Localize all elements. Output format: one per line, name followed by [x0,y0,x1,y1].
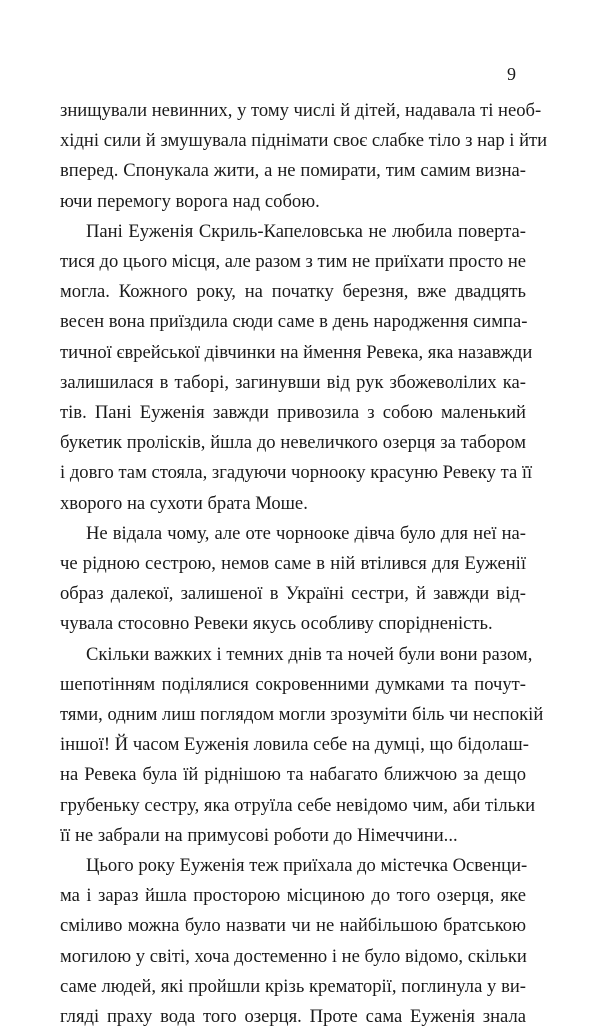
text-line: і довго там стояла, згадуючи чорнооку красуню Ревеку та її [60,462,533,484]
paragraph [60,640,544,851]
text-line: образ далекої, залишеної в Україні сестри, й завжди від- [60,583,526,605]
text-line: її не забрали на примусові роботи до Німеччини... [60,824,458,846]
text-line: Пані Еуженія Скриль-Капеловська не любила поверта- [86,220,526,242]
text-line: шепотінням поділялися сокровенними думками та почут- [60,673,526,695]
text-line: вперед. Спонукала жити, а не помирати, тим самим визна- [60,160,526,182]
text-line: ючи перемогу ворога над собою. [60,190,320,212]
text-line: букетик пролісків, йшла до невеличкого озерця за табором [60,432,526,454]
text-line: хворого на сухоти брата Моше. [60,492,308,514]
body-text [60,96,548,1032]
text-line: саме людей, які пройшли крізь крематорії, поглинула у ви- [60,975,526,997]
text-line: могилою у світі, хоча достеменно і не було відомо, скільки [60,945,527,967]
text-line: Не відала чому, але оте чорнооке дівча було для неї на- [86,522,526,544]
text-line: іншої! Й часом Еуженія ловила себе на думці, що бідолаш- [60,734,529,756]
text-line: хідні сили й змушувала піднімати своє слабке тіло з нар і йти [60,130,548,152]
text-line: че рідною сестрою, немов саме в ній втілився для Еуженії [60,553,526,575]
paragraph [60,96,548,217]
text-line: гляді праху вода того озерця. Проте сама Еуженія знала [60,1006,526,1028]
text-line: сміливо можна було назвати чи не найбільшою братською [60,915,526,937]
text-line: грубеньку сестру, яка отруїла себе невідомо чим, аби тільки [60,794,536,816]
text-line: тів. Пані Еуженія завжди привозила з собою маленький [60,402,526,424]
paragraph [60,519,526,640]
paragraph [60,217,533,519]
text-line: залишилася в таборі, загинувши від рук збожеволілих ка- [60,371,526,393]
text-line: могла. Кожного року, на початку березня, вже двадцять [60,281,526,303]
paragraph [60,851,526,1032]
text-line: Цього року Еуженія теж приїхала до містечка Освенци- [86,855,528,877]
text-line: тися до цього місця, але разом з тим не приїхати просто не [60,251,527,273]
text-line: ма і зараз йшла просторою місциною до того озерця, яке [60,885,526,907]
text-line: тями, одним лиш поглядом могли зрозуміти біль чи неспокій [60,704,544,726]
page-number: 9 [507,64,516,84]
text-line: на Ревека була їй ріднішою та набагато ближчою за дещо [60,764,526,786]
text-line: тичної єврейської дівчинки на ймення Ревека, яка назавжди [60,341,533,363]
text-line: Скільки важких і темних днів та ночей були вони разом, [86,643,533,665]
text-line: знищували невинних, у тому числі й дітей, надавала ті необ- [60,100,542,121]
text-line: весен вона приїздила сюди саме в день народження симпа- [60,311,528,333]
text-line: чувала стосовно Ревеки якусь особливу спорідненість. [60,613,493,635]
